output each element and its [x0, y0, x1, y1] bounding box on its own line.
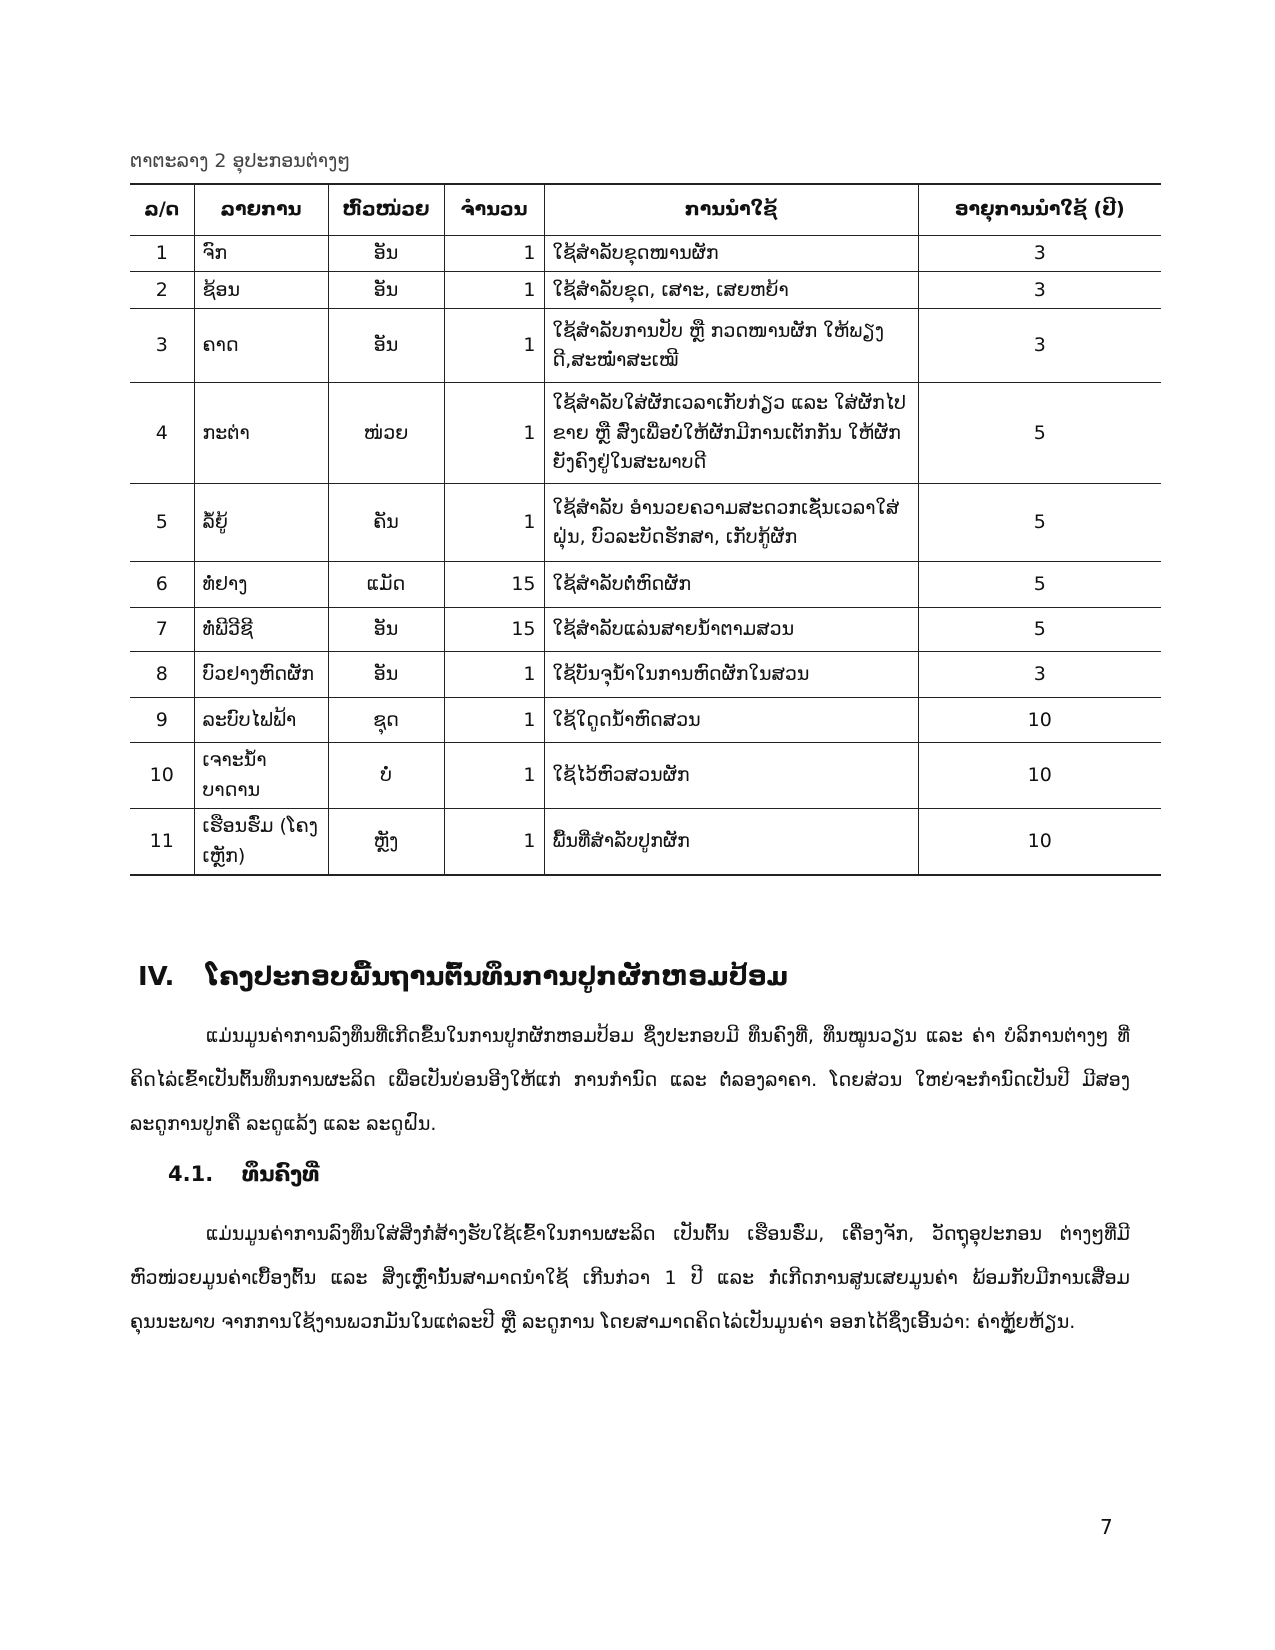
cell-life: 10: [918, 698, 1161, 743]
cell-usage: ພື້ນທີ່ສຳລັບປູກຜັກ: [544, 809, 918, 875]
cell-qty: 1: [444, 383, 544, 484]
subsection-number: 4.1.: [168, 1162, 214, 1186]
table-row: [130, 652, 1161, 698]
subsection-paragraph: ແມ່ນມູນຄ່າການລົງທຶນໃສ່ສິ່ງກໍ່ສ້າງຮັບໃຊ້ເຂົ້າໃນການຜະລິດ ເປັນຕົ້ນ ເຮືອນຮົ່ມ, ເຄື່ອງຈັກ, ວັດຖຸອຸປະກອນ ຕ່າງໆທີ່ມີຫົວໜ່ວຍມູນຄ່າເບື້ອງຕົ້ນ ແລະ ສິ່ງເຫຼົ່ານັ້ນສາມາດນຳໃຊ້ ເກີນກ່ວາ 1 ປີ ແລະ ກໍ່ເກີດການສູນເສຍມູນຄ່າ ພ້ອມກັບມີການເສື່ອມຄຸນນະພາບ ຈາກການໃຊ້ງານພວກມັນໃນແຕ່ລະປີ ຫຼື ລະດູການ ໂດຍສາມາດຄິດໄລ່ເປັນມູນຄ່າ ອອກໄດ້ຊຶ່ງເອີ້ນວ່າ: ຄ່າຫຼູ້ຍຫ້ຽນ.: [130, 1223, 1130, 1333]
table-caption: ຕາຕະລາງ 2 ອຸປະກອນຕ່າງໆ: [130, 150, 351, 172]
cell-no: 10: [130, 743, 194, 809]
table-row: [130, 698, 1161, 743]
cell-item: ກະຕ່າ: [194, 383, 328, 484]
cell-unit: ອັນ: [328, 652, 444, 698]
cell-no: 4: [130, 383, 194, 484]
cell-unit: ແມັດ: [328, 562, 444, 608]
cell-qty: 1: [444, 652, 544, 698]
cell-life: 5: [918, 383, 1161, 484]
cell-no: 11: [130, 809, 194, 875]
header-no: ລ/ດ: [130, 184, 194, 236]
cell-item: ຈົກ: [194, 236, 328, 272]
cell-qty: 1: [444, 809, 544, 875]
cell-unit: ອັນ: [328, 608, 444, 652]
cell-qty: 1: [444, 272, 544, 309]
section-heading: [138, 962, 1138, 992]
cell-life: 3: [918, 652, 1161, 698]
cell-no: 3: [130, 309, 194, 383]
table-row: [130, 383, 1161, 484]
cell-qty: 1: [444, 698, 544, 743]
cell-usage: ໃຊ້ສຳລັບຕໍ່ຫົດຜັກ: [544, 562, 918, 608]
cell-life: 5: [918, 484, 1161, 562]
cell-usage: ໃຊ້ສຳລັບຂຸດ, ເສາະ, ເສຍຫຍ້າ: [544, 272, 918, 309]
cell-usage: ໃຊ້ໄວ້ຫົວສວນຜັກ: [544, 743, 918, 809]
cell-unit: ຄັນ: [328, 484, 444, 562]
cell-item: ລະບົບໄຟຟ້າ: [194, 698, 328, 743]
cell-life: 10: [918, 743, 1161, 809]
cell-unit: ຊຸດ: [328, 698, 444, 743]
cell-life: 5: [918, 608, 1161, 652]
cell-qty: 1: [444, 743, 544, 809]
subsection-heading: [168, 1162, 319, 1186]
cell-item: ເຮືອນຮົ່ມ (ໂຄງເຫຼັກ): [194, 809, 328, 875]
cell-no: 1: [130, 236, 194, 272]
cell-no: 8: [130, 652, 194, 698]
cell-no: 5: [130, 484, 194, 562]
cell-unit: ອັນ: [328, 309, 444, 383]
cell-item: ທໍ່ຢາງ: [194, 562, 328, 608]
table-header-row: [130, 184, 1161, 236]
table-row: [130, 809, 1161, 875]
cell-qty: 15: [444, 562, 544, 608]
cell-usage: ໃຊ້ບັນຈຸນ້ຳໃນການຫົດຜັກໃນສວນ: [544, 652, 918, 698]
cell-life: 5: [918, 562, 1161, 608]
cell-unit: ອັນ: [328, 236, 444, 272]
table-row: [130, 562, 1161, 608]
cell-usage: ໃຊ້ສຳລັບໃສ່ຜັກເວລາເກັບກ່ຽວ ແລະ ໃສ່ຜັກໄປ ຂາຍ ຫຼື ສົ່ງເພື່ອບໍ່ໃຫ້ຜັກມີການເຕັກກັນ ໃຫ້ຜັກຍັງຄົງຢູ່ໃນສະພາບດີ: [544, 383, 918, 484]
cell-no: 6: [130, 562, 194, 608]
table-row: [130, 484, 1161, 562]
header-item: ລາຍການ: [194, 184, 328, 236]
table-row: [130, 743, 1161, 809]
cell-life: 3: [918, 309, 1161, 383]
cell-qty: 15: [444, 608, 544, 652]
cell-life: 10: [918, 809, 1161, 875]
cell-qty: 1: [444, 236, 544, 272]
cell-usage: ໃຊ້ສຳລັບ ອຳນວຍຄວາມສະດວກເຊັ່ນເວລາໃສ່ ຝຸ່ນ, ບົວລະບັດຮັກສາ, ເກັບກູ້ຜັກ: [544, 484, 918, 562]
cell-no: 7: [130, 608, 194, 652]
cell-qty: 1: [444, 309, 544, 383]
cell-life: 3: [918, 272, 1161, 309]
table-row: [130, 272, 1161, 309]
section-number: IV.: [138, 962, 175, 992]
cell-usage: ໃຊ້ສຳລັບແລ່ນສາຍນ້ຳຕາມສວນ: [544, 608, 918, 652]
cell-life: 3: [918, 236, 1161, 272]
cell-usage: ໃຊ້ສຳລັບຂຸດໜານຜັກ: [544, 236, 918, 272]
cell-unit: ບໍ່: [328, 743, 444, 809]
cell-no: 2: [130, 272, 194, 309]
cell-qty: 1: [444, 484, 544, 562]
equipment-table: [130, 183, 1161, 876]
table-row: [130, 608, 1161, 652]
cell-item: ທໍ່ພີວີຊີ: [194, 608, 328, 652]
cell-no: 9: [130, 698, 194, 743]
section-title: ໂຄງປະກອບພື້ນຖານຕົ້ນທຶນການປູກຜັກຫອມປ້ອມ: [206, 962, 789, 992]
section-paragraph: ແມ່ນມູນຄ່າການລົງທຶນທີ່ເກີດຂຶ້ນໃນການປູກຜັກຫອມປ້ອມ ຊຶ່ງປະກອບມີ ທຶນຄົງທີ່, ທຶນໝູນວຽນ ແລະ ຄ່າ ບໍລິການຕ່າງໆ ທີ່ຄິດໄລ່ເຂົ້າເປັນຕົ້ນທຶນການຜະລິດ ເພື່ອເປັນບ່ອນອີງໃຫ້ແກ່ ການກຳນົດ ແລະ ຕໍ່ລອງລາຄາ. ໂດຍສ່ວນ ໃຫຍ່ຈະກຳນົດເປັນປີ ມີສອງລະດູການປູກຄື ລະດູແລ້ງ ແລະ ລະດູຝົນ.: [130, 1025, 1130, 1135]
cell-unit: ອັນ: [328, 272, 444, 309]
cell-unit: ໜ່ວຍ: [328, 383, 444, 484]
page-number: 7: [1100, 1515, 1113, 1539]
table-row: [130, 236, 1161, 272]
cell-unit: ຫຼັງ: [328, 809, 444, 875]
cell-usage: ໃຊ້ໃດູດນ້ຳຫົດສວນ: [544, 698, 918, 743]
header-qty: ຈຳນວນ: [444, 184, 544, 236]
table-row: [130, 309, 1161, 383]
header-life: ອາຍຸການນຳໃຊ້ (ປີ): [918, 184, 1161, 236]
header-unit: ຫົວໜ່ວຍ: [328, 184, 444, 236]
cell-item: ລໍ້ຍູ້: [194, 484, 328, 562]
cell-item: ບົວຢາງຫົດຜັກ: [194, 652, 328, 698]
cell-usage: ໃຊ້ສຳລັບການປັບ ຫຼື ກວດໜານຜັກ ໃຫ້ພຽງດີ,ສະໝ່ຳສະເໝີ: [544, 309, 918, 383]
subsection-title: ທຶນຄົງທີ່: [242, 1162, 320, 1186]
cell-item: ຄາດ: [194, 309, 328, 383]
cell-item: ເຈາະນ້ຳບາດານ: [194, 743, 328, 809]
cell-item: ຊ້ອນ: [194, 272, 328, 309]
header-usage: ການນຳໃຊ້: [544, 184, 918, 236]
